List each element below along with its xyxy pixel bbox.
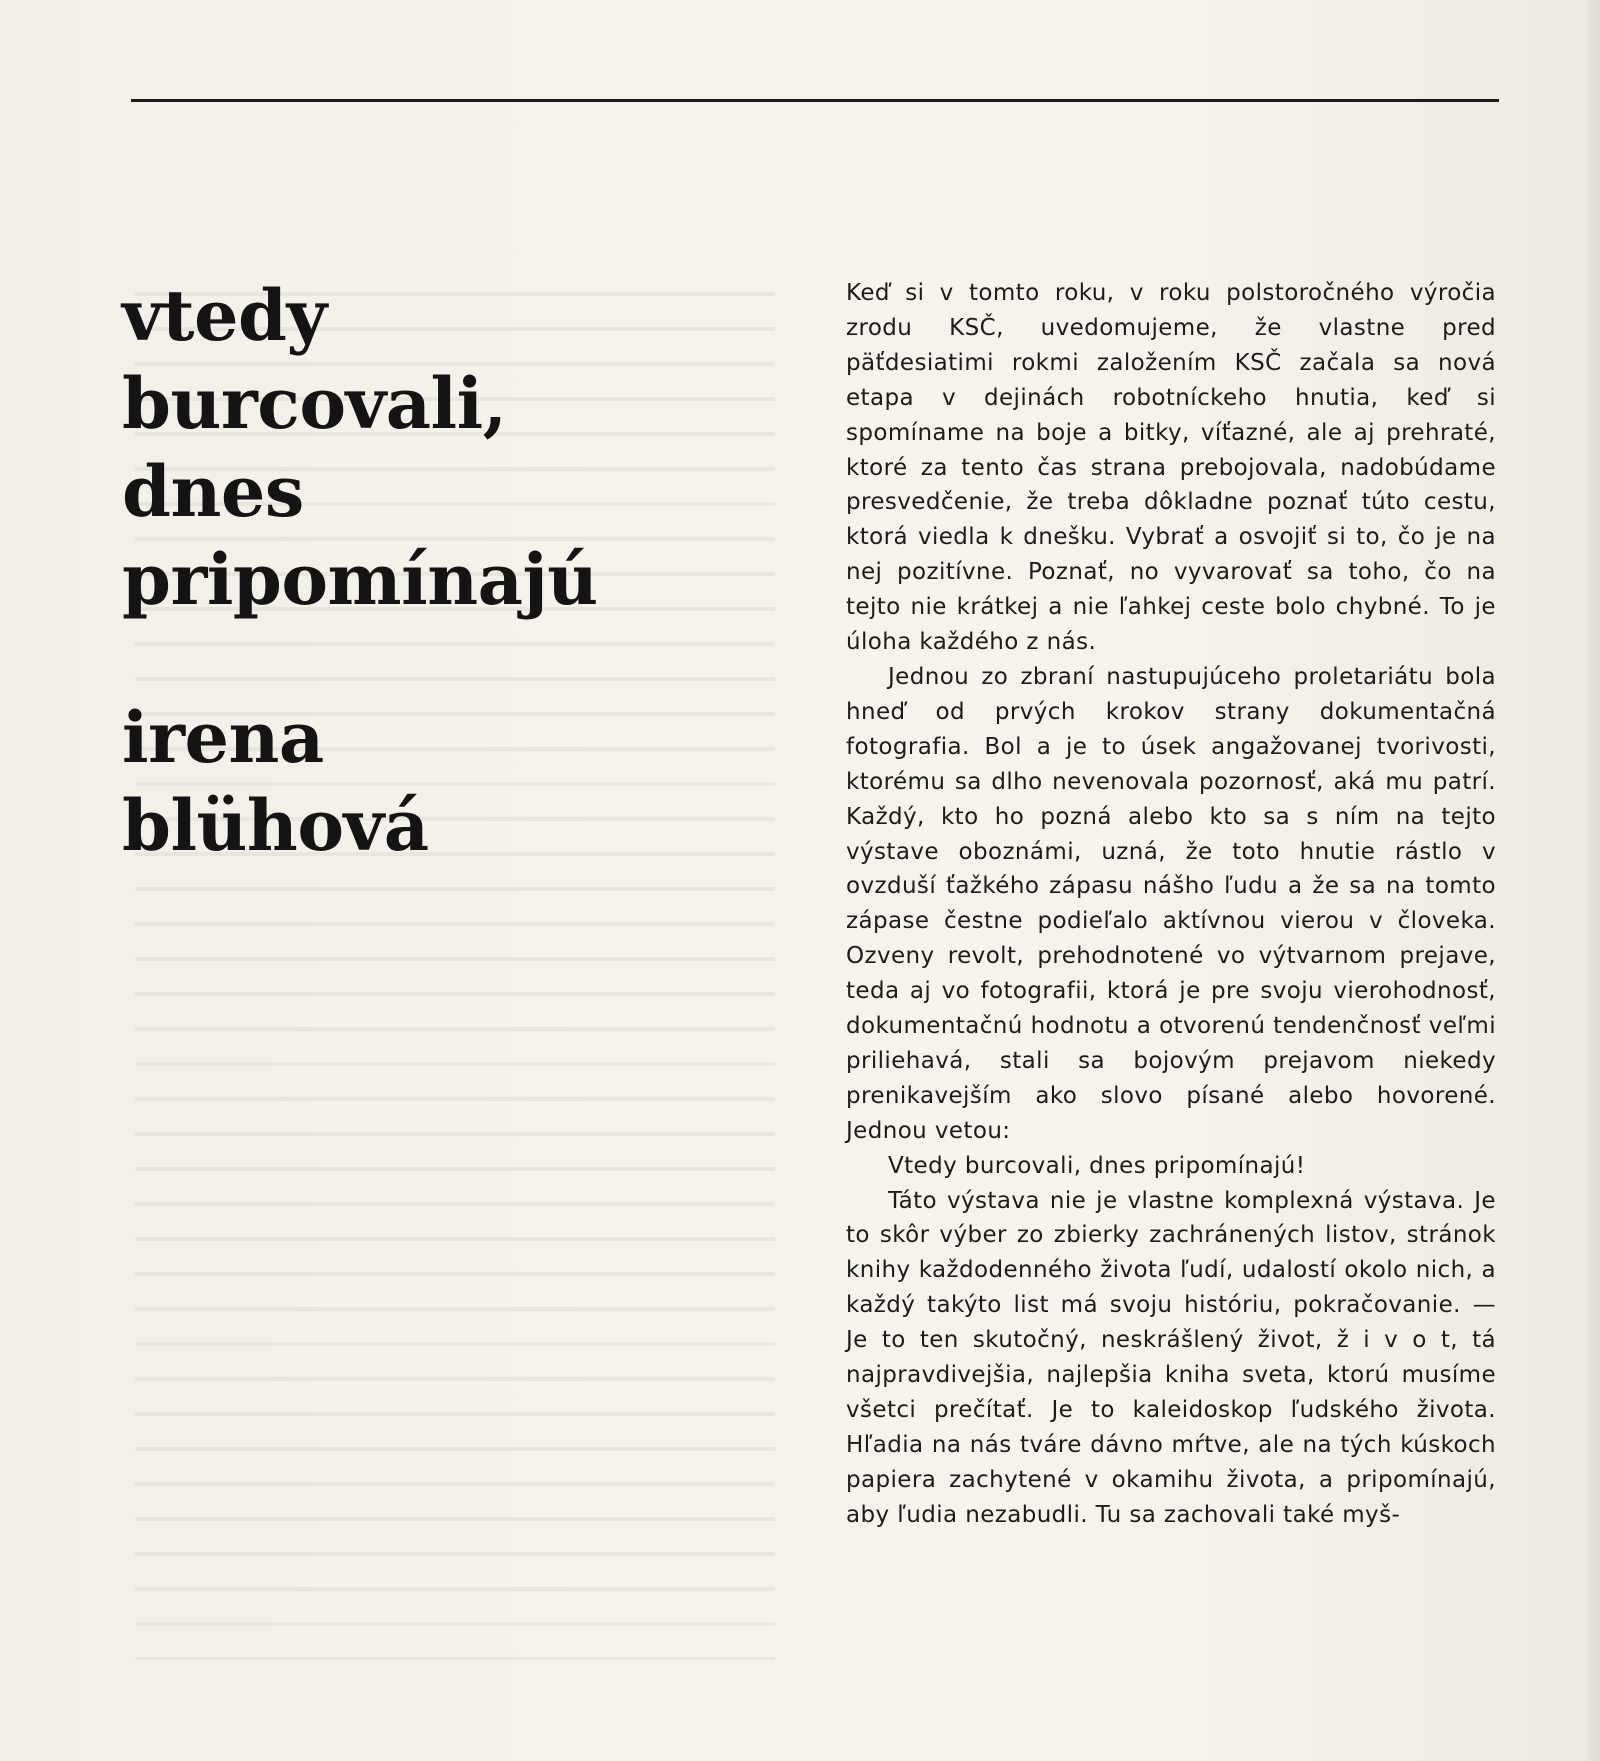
article-body — [846, 276, 1496, 1533]
top-horizontal-rule — [131, 99, 1499, 102]
author-first-name: irena — [122, 696, 324, 779]
paragraph-2: Jednou zo zbraní nastupujúceho proletariátu bola hneď od prvých krokov strany dokumentačná fotografia. Bol a je to úsek angažovanej tvorivosti, ktorému sa dlho nevenovala pozornosť, aká mu patrí. Každý, kto ho pozná alebo kto sa s ním na tejto výstave oboznámi, uzná, že toto hnutie rástlo v ovzduší ťažkého zápasu nášho ľudu a že sa na tomto zápase čestne podieľalo aktívnou vierou v človeka. Ozveny revolt, prehodnotené vo výtvarnom prejave, teda aj vo fotografii, ktorá je pre svoju vierohodnosť, dokumentačnú hodnotu a otvorenú tendenčnosť veľmi priliehavá, stali sa bojovým prejavom niekedy prenikavejším ako slovo písané alebo hovorené. Jednou vetou: — [846, 663, 1496, 1144]
author-last-name: blühová — [122, 784, 429, 867]
paragraph-4: Táto výstava nie je vlastne komplexná výstava. Je to skôr výber zo zbierky zachránených listov, stránok knihy každodenného života ľudí, udalostí okolo nich, a každý takýto list má svoju históriu, pokračovanie. — Je to ten skutočný, neskrášlený život, ž i v o t, tá najpravdivejšia, najlepšia kniha sveta, ktorú musíme všetci prečítať. Je to kaleidoskop ľudského života. Hľadia na nás tváre dávno mŕtve, ale na tých kúskoch papiera zachytené v okamihu života, a pripomínajú, aby ľudia nezabudli. Tu sa zachovali také myš- — [846, 1187, 1496, 1528]
title-spacer — [122, 624, 682, 694]
title-line-4: pripomínajú — [122, 538, 598, 621]
article-title-block — [122, 272, 682, 870]
title-line-2: burcovali, — [122, 362, 507, 445]
paragraph-1: Keď si v tomto roku, v roku polstoročného výročia zrodu KSČ, uvedomujeme, že vlastne pred päťdesiatimi rokmi založením KSČ začala sa nová etapa v dejinách robotníckeho hnutia, keď si spomíname na boje a bitky, víťazné, ale aj prehraté, ktoré za tento čas strana prebojovala, nadobúdame presvedčenie, že treba dôkladne poznať túto cestu, ktorá viedla k dnešku. Vybrať a osvojiť si to, čo je na nej pozitívne. Poznať, no vyvarovať sa toho, čo na tejto nie krátkej a nie ľahkej ceste bolo chybné. To je úloha každého z nás. — [846, 280, 1496, 656]
paragraph-3-quote: Vtedy burcovali, dnes pripomínajú! — [888, 1152, 1306, 1179]
title-line-1: vtedy — [122, 274, 327, 357]
title-line-3: dnes — [122, 450, 304, 533]
page-edge-shadow — [1588, 0, 1600, 1761]
